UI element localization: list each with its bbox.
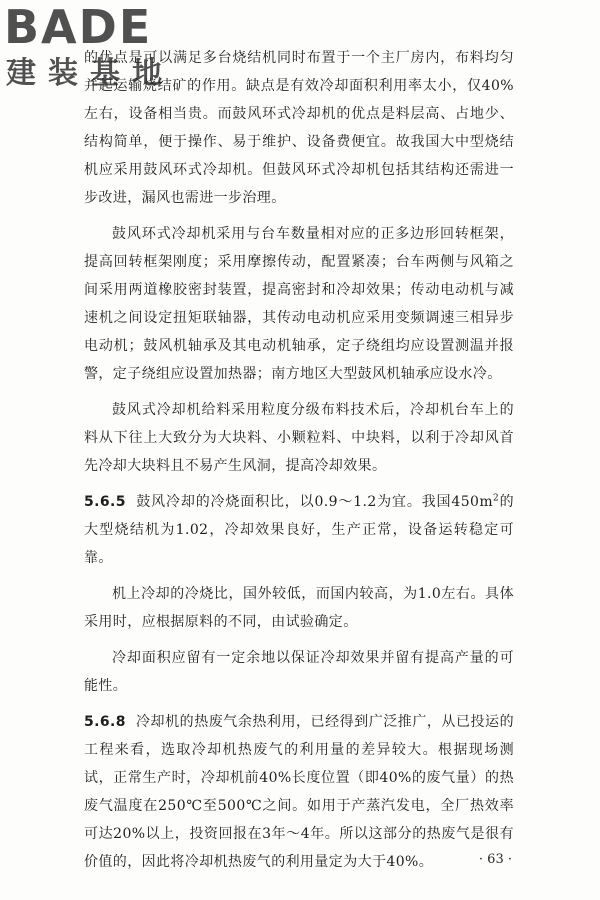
section-text-before: 鼓风冷却的冷烧面积比，以0.9～1.2为宜。我国450m <box>135 494 493 510</box>
logo-latin-text: BADE <box>4 0 153 54</box>
logo-cjk-text: 建装基地 <box>6 56 174 91</box>
paragraph-cooling-area: 冷却面积应留有一定余地以保证冷却效果并留有提高产量的可能性。 <box>84 650 514 694</box>
superscript: 2 <box>493 493 500 504</box>
section-text-after: 的大型烧结机为1.02，冷却效果良好，生产正常，设备运转稳定可靠。 <box>84 494 514 566</box>
page-number: · 63 · <box>478 852 512 867</box>
section-5-6-5 <box>84 488 514 572</box>
body-text <box>84 44 514 884</box>
section-text-before: 冷却机的热废气余热利用，已经得到广泛推广，从已投运的工程来看，选取冷却机热废气的利用量的差异较大。根据现场测试，正常生产时，冷却机前40%长度位置（即40%的废气量）的热废气温度在250℃至500℃之间。如用于产蒸汽发电，全厂热效率可达20%以上，投资回报在3年～4年。所以这部分的热废气是很有价值的，因此将冷却机热废气的利用量定为大于40%。 <box>84 714 514 870</box>
section-number: 5.6.8 <box>84 714 126 730</box>
section-5-6-8 <box>84 708 514 876</box>
paragraph-feeding: 鼓风式冷却机给料采用粒度分级布料技术后，冷却机台车上的料从下往上大致分为大块料、小颗粒料、中块料，以利于冷却风首先冷却大块料且不易产生风洞，提高冷却效果。 <box>84 402 514 474</box>
paragraph-continuation: 的优点是可以满足多台烧结机同时布置于一个主厂房内，布料均匀并起运输烧结矿的作用。缺点是有效冷却面积利用率太小，仅40%左右，设备相当贵。而鼓风环式冷却机的优点是料层高、占地少、结构简单，便于操作、易于维护、设备费便宜。故我国大中型烧结机应采用鼓风环式冷却机。但鼓风环式冷却机包括其结构还需进一步改进，漏风也需进一步治理。 <box>84 50 514 206</box>
paragraph-cooler-structure: 鼓风环式冷却机采用与台车数量相对应的正多边形回转框架，提高回转框架刚度；采用摩擦传动，配置紧凑；台车两侧与风箱之间采用两道橡胶密封装置，提高密封和冷却效果；传动电动机与减速机之间设定扭矩联轴器，其传动电动机应采用变频调速三相异步电动机；鼓风机轴承及其电动机轴承，定子绕组均应设置测温并报警，定子绕组应设置加热器；南方地区大型鼓风机轴承应设水冷。 <box>84 226 514 382</box>
section-number: 5.6.5 <box>84 494 126 510</box>
bade-logo <box>4 2 194 102</box>
paragraph-machine-cooling: 机上冷却的冷烧比，国外较低，而国内较高，为1.0左右。具体采用时，应根据原料的不同，由试验确定。 <box>84 586 514 630</box>
